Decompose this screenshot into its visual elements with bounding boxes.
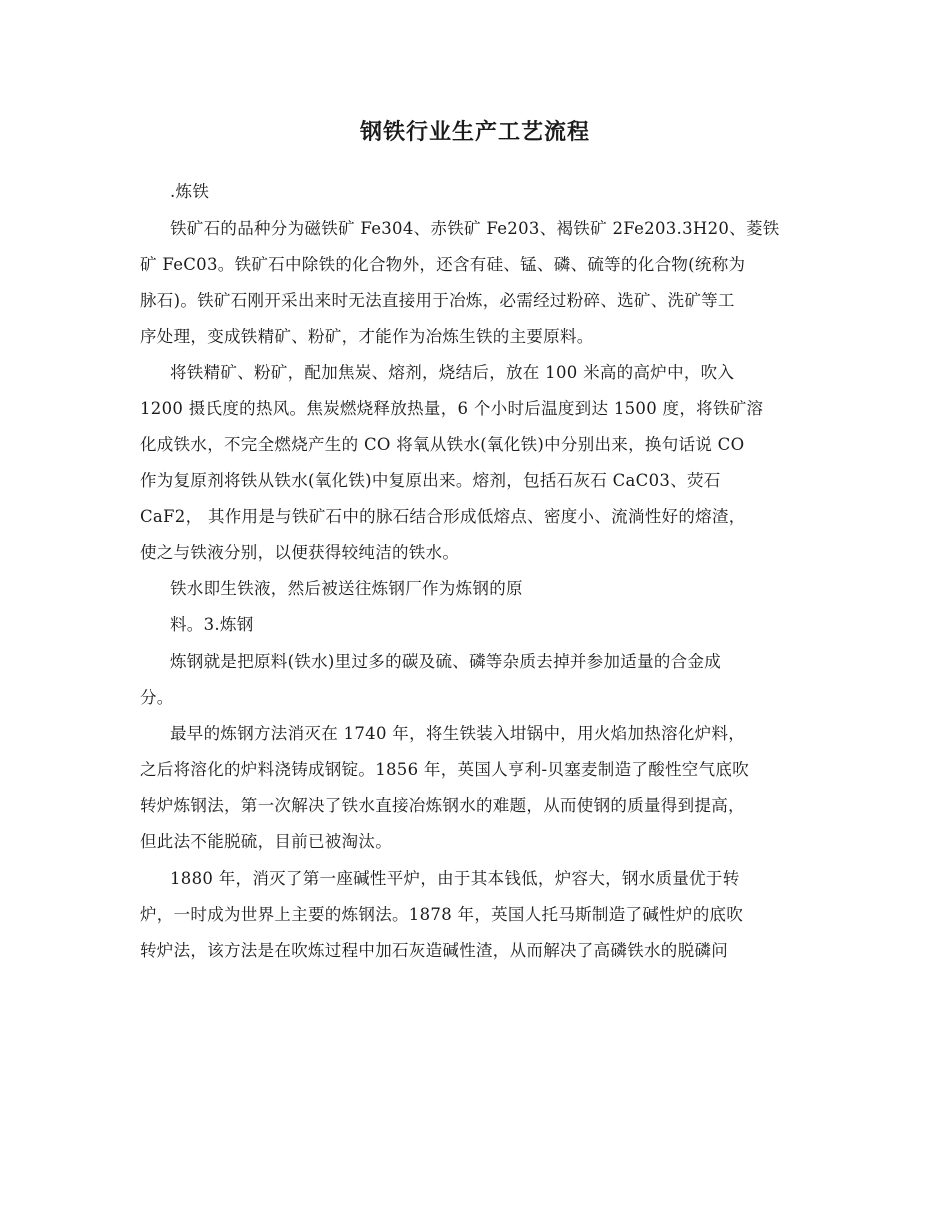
paragraph-line: 转炉法，该方法是在吹炼过程中加石灰造碱性渣，从而解决了高磷铁水的脱磷问 — [140, 941, 728, 960]
section-heading-iron: .炼铁 — [170, 182, 210, 201]
paragraph-line: 化成铁水，不完全燃烧产生的 CO 将氧从铁水(氧化铁)中分别出来，换句话说 CO — [140, 435, 745, 454]
paragraph-line: 铁矿石的品种分为磁铁矿 Fe304、赤铁矿 Fe203、褐铁矿 2Fe203.3H20、菱铁 — [170, 219, 780, 238]
paragraph-line: 脉石)。铁矿石刚开采出来时无法直接用于冶炼，必需经过粉碎、选矿、洗矿等工 — [140, 291, 735, 310]
paragraph-line: 使之与铁液分别，以便获得较纯洁的铁水。 — [140, 543, 460, 562]
paragraph-line: 序处理，变成铁精矿、粉矿，才能作为冶炼生铁的主要原料。 — [140, 327, 594, 346]
paragraph-line: 分。 — [140, 688, 174, 707]
paragraph-line: 1880 年，消灭了第一座碱性平炉，由于其本钱低，炉容大，钢水质量优于转 — [170, 869, 740, 888]
paragraph-line: 转炉炼钢法，第一次解决了铁水直接冶炼钢水的难题，从而使钢的质量得到提高， — [140, 796, 745, 815]
paragraph-line: 炼钢就是把原料(铁水)里过多的碳及硫、磷等杂质去掉并参加适量的合金成 — [170, 652, 722, 671]
paragraph-line: 将铁精矿、粉矿，配加焦炭、熔剂，烧结后，放在 100 米高的高炉中，吹入 — [170, 363, 735, 382]
paragraph-line: 1200 摄氏度的热风。焦炭燃烧释放热量，6 个小时后温度到达 1500 度，将铁矿溶 — [140, 399, 764, 418]
paragraph-line: 炉，一时成为世界上主要的炼钢法。1878 年，英国人托马斯制造了碱性炉的底吹 — [140, 905, 744, 924]
paragraph-line: 铁水即生铁液，然后被送往炼钢厂作为炼钢的原 — [170, 579, 523, 598]
paragraph-line: CaF2， 其作用是与铁矿石中的脉石结合形成低熔点、密度小、流淌性好的熔渣， — [140, 507, 746, 526]
paragraph-line: 但此法不能脱硫，目前已被淘汰。 — [140, 832, 392, 851]
paragraph-line: 作为复原剂将铁从铁水(氧化铁)中复原出来。熔剂，包括石灰石 CaC03、荧石 — [140, 471, 721, 490]
paragraph-line: 之后将溶化的炉料浇铸成钢锭。1856 年，英国人亨利-贝塞麦制造了酸性空气底吹 — [140, 760, 750, 779]
page-title: 钢铁行业生产工艺流程 — [359, 119, 590, 145]
paragraph-line: 矿 FeC03。铁矿石中除铁的化合物外，还含有硅、锰、磷、硫等的化合物(统称为 — [140, 255, 746, 274]
section-heading-steel: 料。3.炼钢 — [170, 615, 254, 634]
paragraph-line: 最早的炼钢方法消灭在 1740 年，将生铁装入坩锅中，用火焰加热溶化炉料， — [170, 724, 746, 743]
